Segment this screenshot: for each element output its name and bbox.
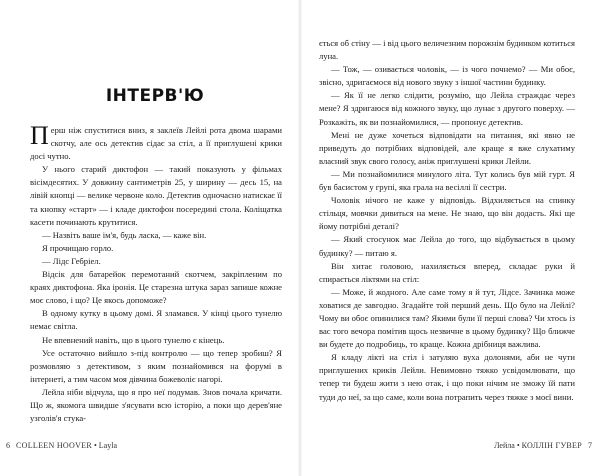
running-book-title: Лейла xyxy=(494,441,515,450)
paragraph: Не впевнений навіть, що в цього тунелю є кінець. xyxy=(42,334,225,345)
left-footer: 6 COLLEEN HOOVER • Layla xyxy=(6,441,118,450)
right-page xyxy=(300,0,600,476)
paragraph: Усе остаточно вийшло з-під контролю — що тепер зробиш? Я розмовляю з детективом, з яким познайомився на форумі в інтернеті, а тим часом моя дівчина божеволіє нагорі. xyxy=(30,347,282,384)
running-author: COLLEEN HOOVER xyxy=(16,441,92,450)
right-footer: Лейла • КОЛЛІН ГУВЕР 7 xyxy=(494,441,592,450)
paragraph: Він хитає головою, нахиляється вперед, складає руки й спирається ліктями на стіл: xyxy=(319,260,575,284)
drop-cap: П xyxy=(30,121,49,150)
paragraph: — Як її не легко слідити, розумію, що Лейла страждає через мене? Я здригаюся від кожного звуку, що лунає з другого поверху. — Розкажіть, як ви познайомилися, — пропонує детектив. xyxy=(319,90,575,127)
paragraph: В одному кутку в цьому домі. Я зламався. У кінці цього тунелю немає світла. xyxy=(30,308,282,332)
paragraph: Лейла ніби відчула, що я про неї подумав. Знов почала кричати. Що ж, якомога швидше з'ясувати всю історію, а поки що дерев'яне узголів'я стука- xyxy=(30,386,282,424)
right-page-text xyxy=(319,37,575,404)
paragraph: У нього старий диктофон — такий показують у фільмах вісімдесятих. У довжину сантиметрів 25, у ширину — десь 15, на лівій кнопці — велике червоне коло. Детектив одночасно натискає її та кнопку «старт» — і кладе диктофон посередині стола. Коліщатка касети починають крутитися. xyxy=(30,164,282,227)
paragraph: Я кладу лікті на стіл і затуляю вуха долонями, аби не чути приглушених криків Лейли. Невимовно тяжко усвідомлювати, що тепер ти будеш жити з нею отак, і що поки нічим не зможу їй пати туди до неї, за що саме, коли вона потрапить через тяжке з моєї вини. xyxy=(319,352,575,402)
paragraph: — Назвіть ваше ім'я, будь ласка, — каже він. xyxy=(42,229,207,240)
paragraph: Чоловік нічого не каже у відповідь. Відхиляється на спинку стільця, мовчки дивиться на мене. Не знаю, що він додасть. Які ще йому потрібні деталі? xyxy=(319,195,575,232)
chapter-title: ІНТЕРВ'Ю xyxy=(105,86,205,106)
paragraph: Мені не дуже хочеться відповідати на питання, які явно не приведуть до потрібних відповідей, але краще я вже слухатиму власний звук свого голосу, аніж приглушені крики Лейли. xyxy=(319,129,575,166)
left-page-text xyxy=(30,121,282,425)
paragraph: — Ми познайомилися минулого літа. Тут колись був мій гурт. Я був басистом у групі, яка грала на весіллі її сестри. xyxy=(319,168,575,193)
paragraph: ється об стіну — і від цього величезним порожнім будинком котиться луна. xyxy=(319,38,575,62)
paragraph: — Лідс Гебріел. xyxy=(42,255,101,266)
paragraph: — Який стосунок має Лейла до того, що відбувається в цьому будинку? — питаю я. xyxy=(319,234,575,258)
paragraph: Відсік для батарейок перемотаний скотчем, закріпленим по краях диктофона. Яка іронія. Це старезна штука зараз запише кожне моє слово, і що? Це якось допоможе? xyxy=(30,269,282,306)
page-number: 6 xyxy=(6,441,10,450)
paragraph: — Може, й жодного. Але саме тому я й тут, Лідсе. Зачинка може ховатися де завгодно. Згадайте той перший день. Що було на Лейлі? Чому ви обоє опинилися там? Якими були її перші слова? Чи хтось із вас того вечора помітив щось незвичне в цьому будинку? Що ближче ви будете до подробиць, то краще. Кожна дрібниця важлива. xyxy=(319,286,575,350)
paragraph: Я прочищаю горло. xyxy=(42,242,114,253)
running-book-title: Layla xyxy=(98,441,118,450)
paragraph: Перш ніж спуститися вниз, я заклеїв Лейлі рота двома шарами скотчу, але ось детектив сідає за стіл, а її приглушені крики досі чутно. xyxy=(30,121,282,162)
page-number: 7 xyxy=(588,441,592,450)
running-author: КОЛЛІН ГУВЕР xyxy=(521,441,582,450)
paragraph: — Тож, — озивається чоловік, — із чого почнемо? — Ми обоє, звісно, здригаємося від нового звуку з іншої частини будинку. xyxy=(319,64,575,88)
